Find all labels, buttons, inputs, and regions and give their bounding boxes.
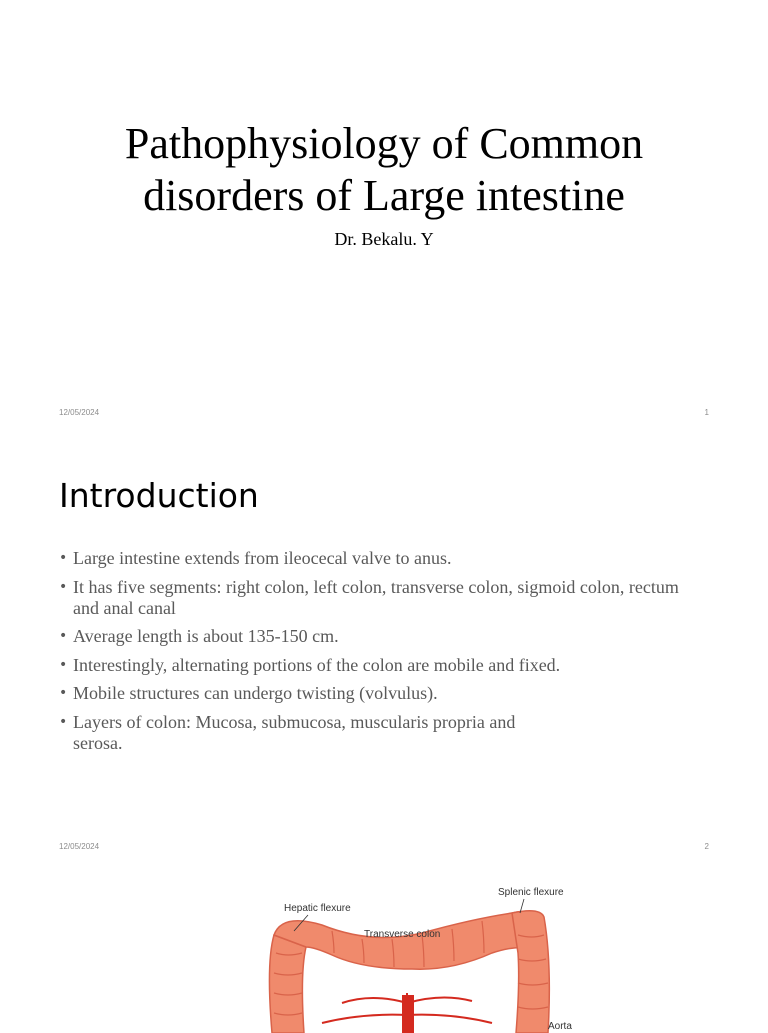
bullet-text: Layers of colon: Mucosa, submucosa, muscularis propria and serosa.: [73, 711, 516, 753]
bullet-icon: •: [59, 578, 68, 595]
colon-anatomy-diagram: [222, 873, 594, 1033]
introduction-slide: [0, 432, 768, 865]
slide-number: 2: [704, 842, 709, 851]
bullet-icon: •: [59, 628, 68, 644]
presentation-title: [0, 118, 768, 222]
descending-colon: [512, 911, 549, 1033]
author-name: Dr. Bekalu. Y: [334, 229, 434, 249]
bullet-text: It has five segments: right colon, left colon, transverse colon, sigmoid colon, rectum and anal canal: [73, 576, 679, 618]
list-item: [59, 712, 533, 754]
bullet-icon: •: [59, 656, 68, 673]
list-item: [59, 683, 699, 704]
slide-heading: Introduction: [59, 476, 259, 515]
list-item: [59, 626, 699, 647]
aorta-vessel: [402, 995, 414, 1033]
slide-number: 1: [704, 408, 709, 417]
bullet-icon: •: [59, 550, 68, 566]
bullet-icon: •: [59, 685, 68, 701]
bullet-text: Mobile structures can undergo twisting (volvulus).: [73, 683, 438, 703]
title-slide: [0, 0, 768, 432]
bullet-text: Average length is about 135-150 cm.: [73, 626, 339, 646]
list-item: [59, 655, 699, 676]
slide-date: 12/05/2024: [59, 842, 100, 851]
ascending-colon: [269, 935, 306, 1033]
title-line-2: disorders of Large intestine: [143, 171, 625, 220]
colon-diagram-slide: [0, 865, 768, 1032]
hepatic-flexure-label: Hepatic flexure: [284, 903, 351, 914]
aorta-label: Aorta: [548, 1021, 572, 1032]
bullet-text: Interestingly, alternating portions of the colon are mobile and fixed.: [73, 654, 561, 675]
bullet-text: Large intestine extends from ileocecal valve to anus.: [73, 548, 452, 568]
bullet-list: [59, 548, 699, 761]
transverse-colon: [274, 911, 542, 969]
list-item: [59, 577, 699, 619]
list-item: [59, 548, 699, 569]
splenic-flexure-label: Splenic flexure: [498, 887, 564, 898]
slide-date: 12/05/2024: [59, 408, 100, 417]
bullet-icon: •: [59, 713, 68, 730]
transverse-colon-label: Transverse colon: [364, 929, 441, 940]
title-line-1: Pathophysiology of Common: [124, 119, 644, 168]
